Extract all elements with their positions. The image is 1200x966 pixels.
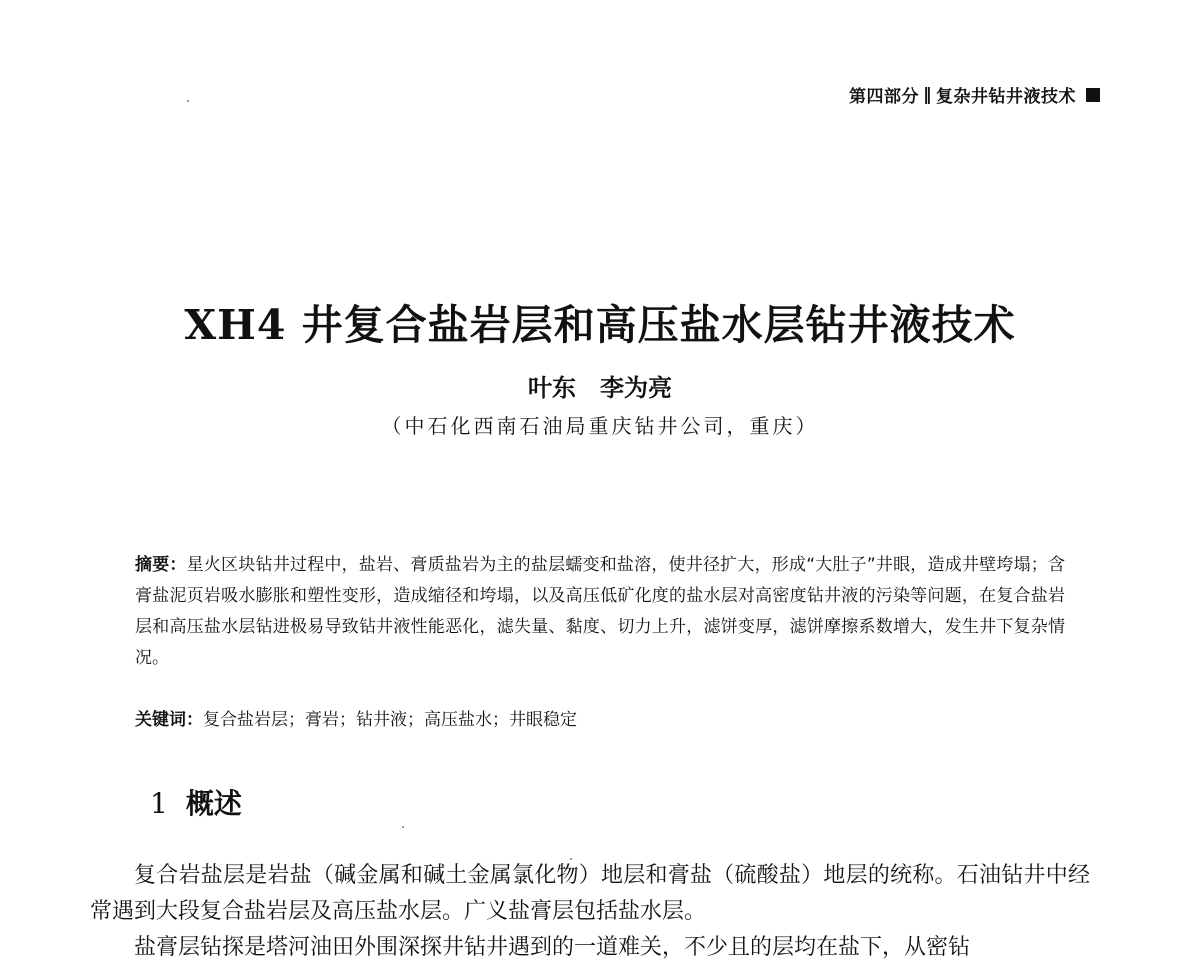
section-number: 1: [150, 787, 168, 820]
body-paragraph: 复合岩盐层是岩盐（碱金属和碱土金属氯化物）地层和膏盐（硫酸盐）地层的统称。石油钻井中经常遇到大段复合盐岩层及高压盐水层。广义盐膏层包括盐水层。: [90, 863, 1090, 924]
scan-speck: [402, 826, 404, 828]
keywords-text: 复合盐岩层；膏岩；钻井液；高压盐水；井眼稳定: [203, 710, 577, 730]
abstract-label: 摘要：: [135, 555, 187, 575]
paper-affiliation: （中石化西南石油局重庆钻井公司，重庆）: [381, 414, 819, 438]
section-heading: [150, 782, 242, 822]
abstract-text: 星火区块钻井过程中，盐岩、膏质盐岩为主的盐层蠕变和盐溶，使井径扩大，形成“大肚子”井眼，造成井壁垮塌；含膏盐泥页岩吸水膨胀和塑性变形，造成缩径和垮塌，以及高压低矿化度的盐水层对高密度钻井液的污染等问题，在复合盐岩层和高压盐水层钻进极易导致钻井液性能恶化，滤失量、黏度、切力上升，滤饼变厚，滤饼摩擦系数增大，发生井下复杂情况。: [135, 555, 1065, 668]
header-square-icon: [1086, 88, 1100, 102]
paper-authors: 叶东 李为亮: [528, 373, 672, 402]
section-title: 概述: [185, 787, 242, 820]
body-text: [90, 858, 1090, 966]
paper-title: XH4 井复合盐岩层和高压盐水层钻井液技术: [184, 301, 1016, 349]
scan-speck: [187, 100, 189, 102]
header-section: 复杂井钻井液技术: [936, 87, 1076, 107]
header-separator: ‖: [923, 84, 932, 105]
running-header: [849, 82, 1100, 107]
body-paragraph: 盐膏层钻探是塔河油田外围深探井钻井遇到的一道难关，不少且的层均在盐下，从密钻: [134, 935, 971, 960]
abstract: [135, 550, 1065, 674]
header-part: 第四部分: [849, 87, 919, 107]
keywords: [135, 705, 1065, 736]
keywords-label: 关键词：: [135, 710, 203, 730]
